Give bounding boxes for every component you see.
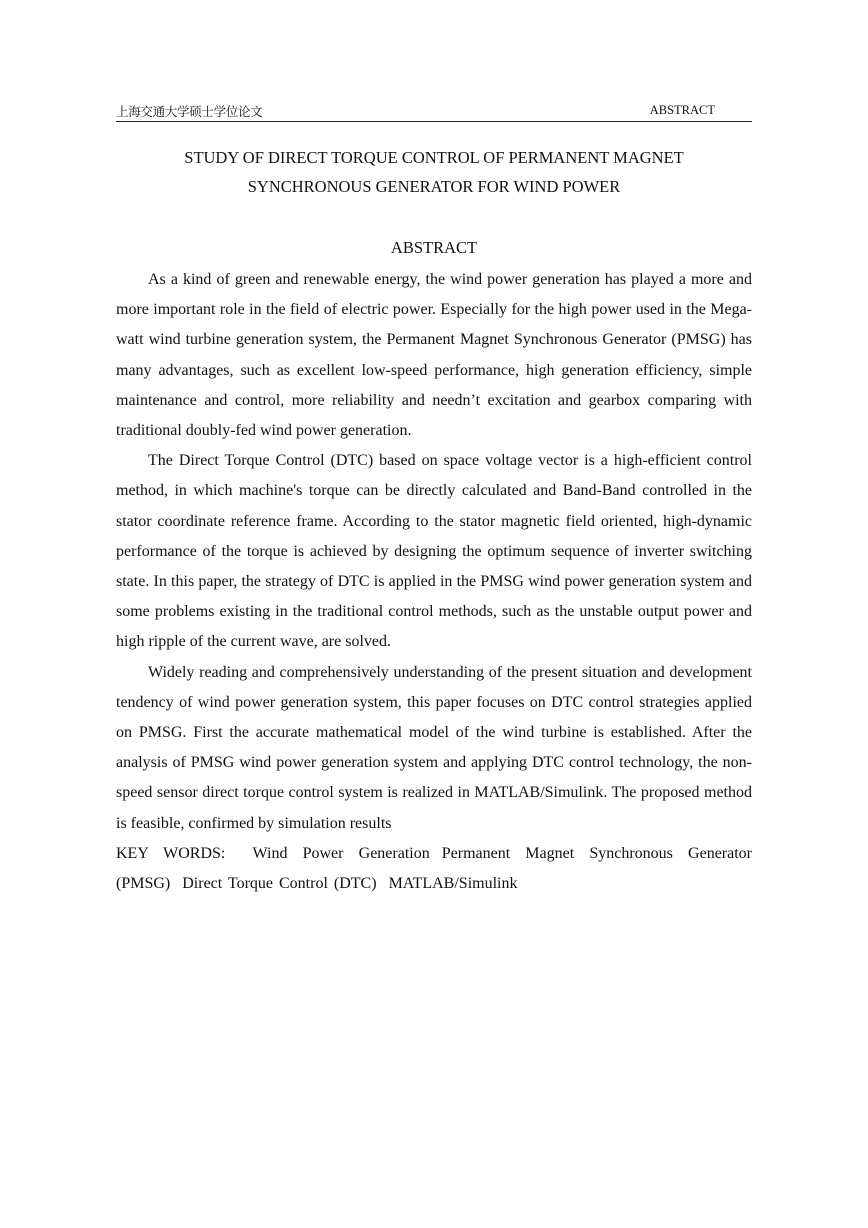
abstract-paragraph-3: Widely reading and comprehensively understanding of the present situation and development tendency of wind power generation system, this paper focuses on DTC control strategies applied on PMSG. First the accurate mathematical model of the wind turbine is established. After the analysis of PMSG wind power generation system and applying DTC control technology, the non-speed sensor direct torque control system is realized in MATLAB/Simulink. The proposed method is feasible, confirmed by simulation results [116, 663, 752, 832]
abstract-paragraph-2: The Direct Torque Control (DTC) based on space voltage vector is a high-efficient control method, in which machine's torque can be directly calculated and Band-Band controlled in the stator coordinate reference frame. According to the stator magnetic field oriented, high-dynamic performance of the torque is achieved by designing the optimum sequence of inverter switching state. In this paper, the strategy of DTC is applied in the PMSG wind power generation system and some problems existing in the traditional control methods, such as the unstable output power and high ripple of the current wave, are solved. [116, 452, 752, 651]
abstract-body [116, 265, 752, 899]
keywords-label: KEY WORDS: [116, 844, 226, 862]
keyword-3: Direct Torque Control (DTC) [182, 875, 377, 893]
thesis-title [116, 143, 752, 201]
abstract-paragraph-1: As a kind of green and renewable energy, the wind power generation has played a more and more important role in the field of electric power. Especially for the high power used in the Mega-watt wind turbine generation system, the Permanent Magnet Synchronous Generator (PMSG) has many advantages, such as excellent low-speed performance, high generation efficiency, simple maintenance and control, more reliability and needn’t excitation and gearbox comparing with traditional doubly-fed wind power generation. [116, 271, 752, 440]
keyword-1: Wind Power Generation [252, 844, 430, 862]
keywords [116, 839, 752, 899]
keyword-2: Permanent Magnet Synchronous Generator (PMSG) [116, 844, 753, 893]
title-line-2: SYNCHRONOUS GENERATOR FOR WIND POWER [247, 177, 621, 196]
title-line-1: STUDY OF DIRECT TORQUE CONTROL OF PERMANENT MAGNET [184, 148, 684, 167]
university-thesis-label: 上海交通大学硕士学位论文 [116, 104, 263, 119]
running-header [116, 101, 752, 122]
abstract-heading: ABSTRACT [390, 238, 478, 257]
keyword-4: MATLAB/Simulink [388, 875, 518, 893]
section-label: ABSTRACT [649, 103, 715, 117]
